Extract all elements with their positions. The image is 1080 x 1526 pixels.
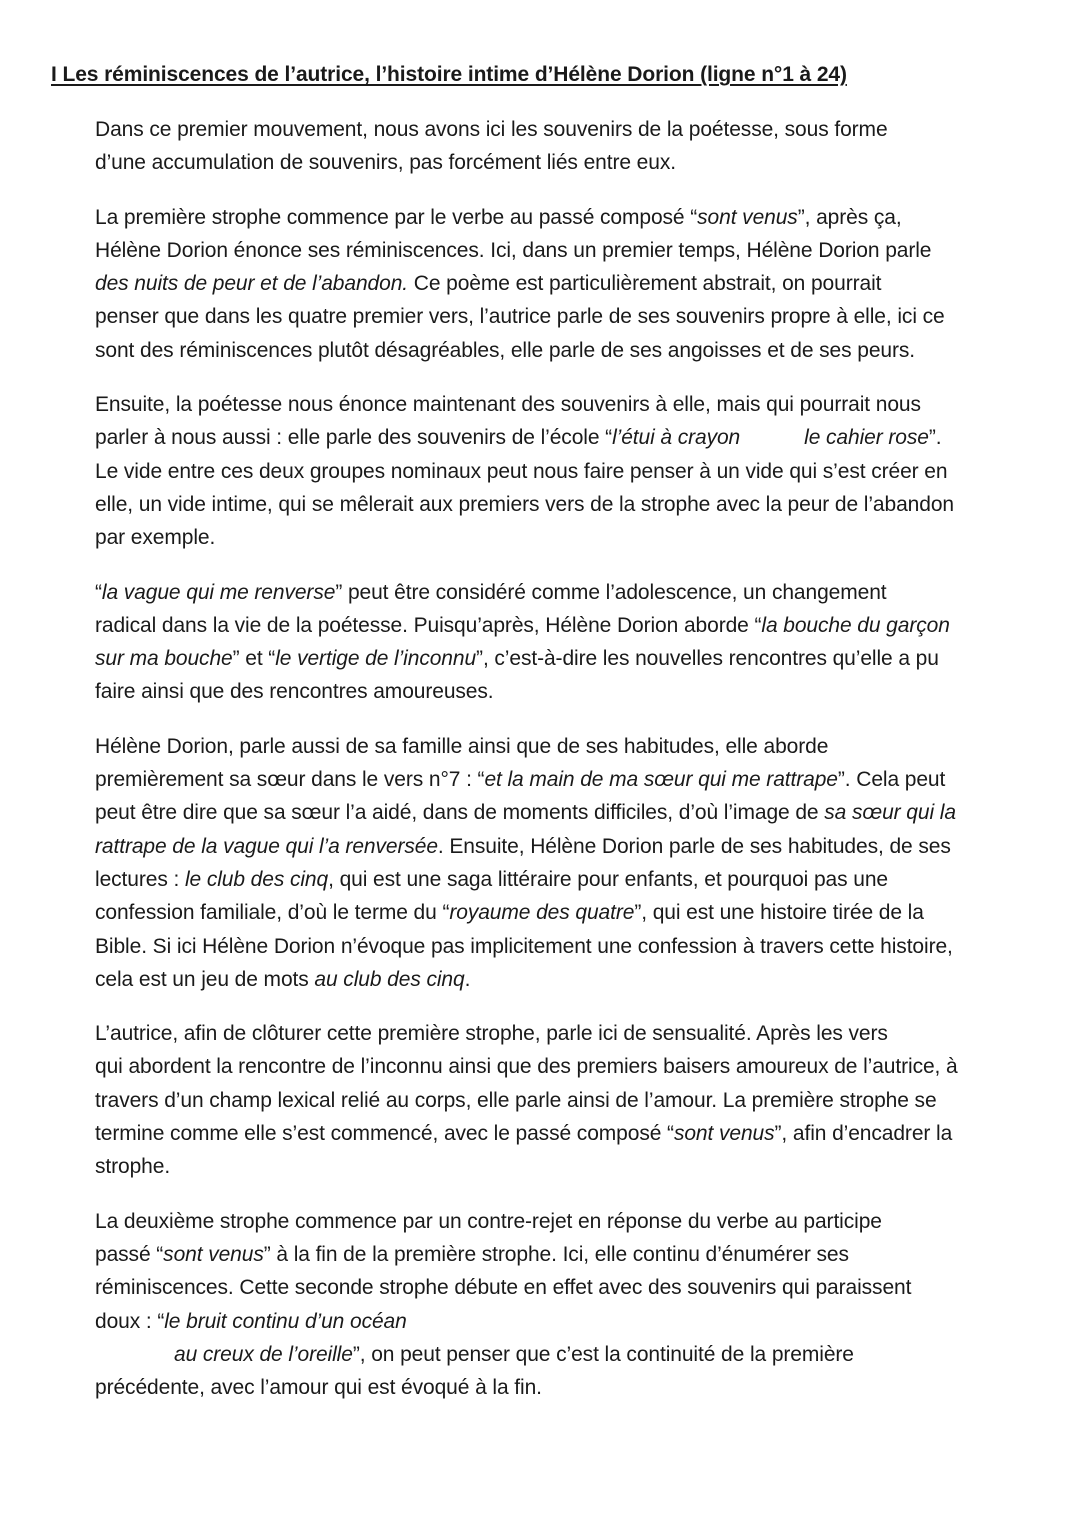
paragraph-line: Hélène Dorion, parle aussi de sa famille ainsi que de ses habitudes, elle aborde xyxy=(95,734,829,758)
paragraph-line: Dans ce premier mouvement, nous avons ici les souvenirs de la poétesse, sous forme xyxy=(95,118,888,141)
paragraph-line: La deuxième strophe commence par un contre-rejet en réponse du verbe au participe xyxy=(95,1209,882,1233)
paragraph-line: par exemple. xyxy=(95,526,216,550)
paragraph-line: au creux de l’oreille”, on peut penser que c’est la continuité de la première xyxy=(174,1342,854,1366)
paragraph-line: des nuits de peur et de l’abandon. Ce poème est particulièrement abstrait, on pourrait xyxy=(95,272,882,296)
section-heading: I Les réminiscences de l’autrice, l’histoire intime d’Hélène Dorion (ligne n°1 à 24) xyxy=(51,63,847,86)
paragraph-1 xyxy=(51,113,1041,180)
paragraph-line: cela est un jeu de mots au club des cinq. xyxy=(95,967,471,991)
paragraph-2 xyxy=(51,201,1041,367)
paragraph-line: Hélène Dorion énonce ses réminiscences. Ici, dans un premier temps, Hélène Dorion parle xyxy=(95,238,932,262)
paragraph-line: Le vide entre ces deux groupes nominaux peut nous faire penser à un vide qui s’est créer en xyxy=(95,459,948,483)
paragraph-line: Bible. Si ici Hélène Dorion n’évoque pas implicitement une confession à travers cette histoire, xyxy=(95,934,953,958)
paragraph-line: radical dans la vie de la poétesse. Puisqu’après, Hélène Dorion aborde “la bouche du garçon xyxy=(95,613,950,637)
paragraph-line: confession familiale, d’où le terme du “royaume des quatre”, qui est une histoire tirée de la xyxy=(95,901,924,925)
paragraph-3 xyxy=(51,388,1041,554)
paragraph-line: précédente, avec l’amour qui est évoqué à la fin. xyxy=(95,1376,542,1400)
paragraph-line: peut être dire que sa sœur l’a aidé, dans de moments difficiles, d’où l’image de sa sœur qui la xyxy=(95,801,956,825)
paragraph-line: réminiscences. Cette seconde strophe débute en effet avec des souvenirs qui paraissent xyxy=(95,1276,912,1300)
paragraph-line: strophe. xyxy=(95,1155,171,1179)
paragraph-7 xyxy=(51,1205,1041,1405)
paragraph-6 xyxy=(51,1017,1041,1183)
paragraph-line: passé “sont venus” à la fin de la première strophe. Ici, elle continu d’énumérer ses xyxy=(95,1242,849,1266)
paragraph-line: doux : “le bruit continu d’un océan xyxy=(95,1309,407,1333)
paragraph-line: parler à nous aussi : elle parle des souvenirs de l’école “l’étui à crayon le cahier rose”. xyxy=(95,426,942,450)
paragraph-line: La première strophe commence par le verbe au passé composé “sont venus”, après ça, xyxy=(95,205,902,229)
paragraph-line: d’une accumulation de souvenirs, pas forcément liés entre eux. xyxy=(95,151,676,175)
paragraph-5 xyxy=(51,730,1041,996)
paragraph-line: premièrement sa sœur dans le vers n°7 : “et la main de ma sœur qui me rattrape”. Cela peut xyxy=(95,768,946,792)
paragraph-line: L’autrice, afin de clôturer cette première strophe, parle ici de sensualité. Après les vers xyxy=(95,1022,888,1046)
paragraph-line: travers d’un champ lexical relié au corps, elle parle ainsi de l’amour. La première strophe se xyxy=(95,1088,937,1112)
paragraph-4 xyxy=(51,576,1041,709)
paragraph-line: termine comme elle s’est commencé, avec le passé composé “sont venus”, afin d’encadrer la xyxy=(95,1122,953,1146)
paragraph-line: qui abordent la rencontre de l’inconnu ainsi que des premiers baisers amoureux de l’autrice, à xyxy=(95,1055,958,1079)
paragraph-line: sont des réminiscences plutôt désagréables, elle parle de ses angoisses et de ses peurs. xyxy=(95,338,916,362)
paragraph-line: penser que dans les quatre premier vers, l’autrice parle de ses souvenirs propre à elle, ici ce xyxy=(95,305,945,329)
paragraph-line: “la vague qui me renverse” peut être considéré comme l’adolescence, un changement xyxy=(95,580,887,604)
document-page xyxy=(51,58,1041,1425)
paragraph-line: rattrape de la vague qui l’a renversée. Ensuite, Hélène Dorion parle de ses habitudes, de ses xyxy=(95,834,951,858)
paragraph-line: elle, un vide intime, qui se mêlerait aux premiers vers de la strophe avec la peur de l’abandon xyxy=(95,492,954,516)
paragraph-line: Ensuite, la poétesse nous énonce maintenant des souvenirs à elle, mais qui pourrait nous xyxy=(95,393,921,417)
paragraph-line: sur ma bouche” et “le vertige de l’inconnu”, c’est-à-dire les nouvelles rencontres qu’elle a pu xyxy=(95,647,939,671)
paragraph-line: lectures : le club des cinq, qui est une saga littéraire pour enfants, et pourquoi pas une xyxy=(95,867,889,891)
paragraph-line: faire ainsi que des rencontres amoureuses. xyxy=(95,680,494,704)
